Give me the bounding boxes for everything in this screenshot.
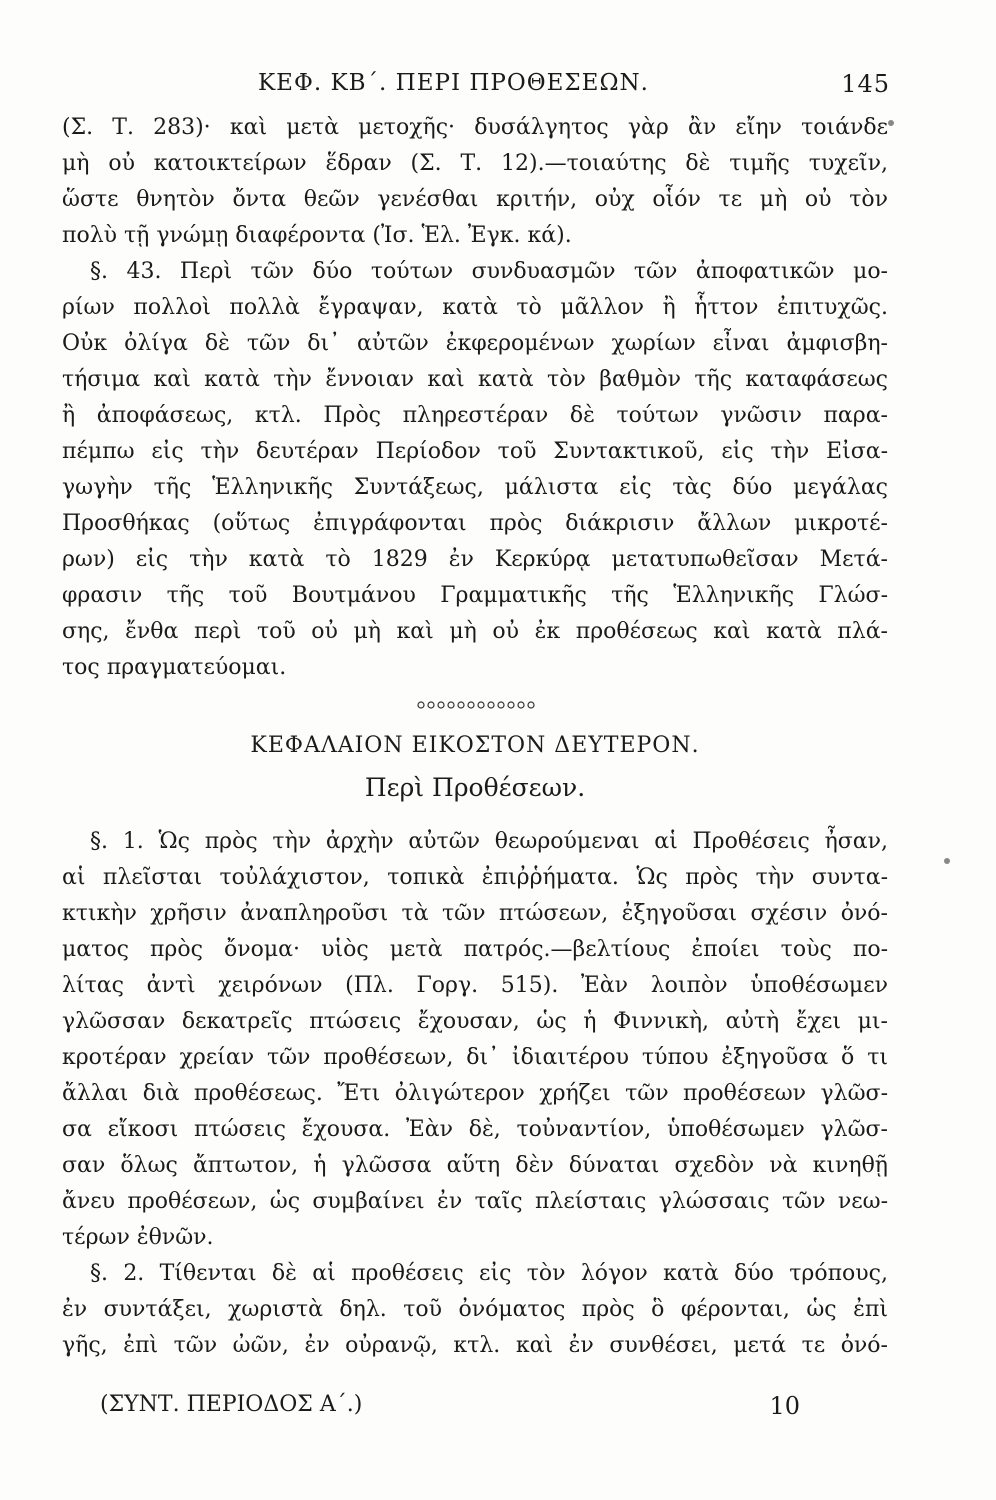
text-line: σαν ὅλως ἄπτωτον, ἡ γλῶσσα αὕτη δὲν δύναται σχεδὸν νὰ κινηθῇ xyxy=(62,1153,888,1178)
running-title: ΚΕΦ. ΚΒ΄. ΠΕΡΙ ΠΡΟΘΕΣΕΩΝ. xyxy=(258,70,649,96)
text-line: Προσθήκας (οὕτως ἐπιγράφονται πρὸς διάκρισιν ἄλλων μικροτέ- xyxy=(62,511,888,536)
paragraph-section-43 xyxy=(62,254,888,686)
text-line: σης, ἔνθα περὶ τοῦ οὐ μὴ καὶ μὴ οὐ ἐκ προθέσεως καὶ κατὰ πλά- xyxy=(62,619,888,644)
page-body xyxy=(62,110,888,1364)
print-speck xyxy=(944,858,950,864)
text-line: ρων) εἰς τὴν κατὰ τὸ 1829 ἐν Κερκύρᾳ μετατυπωθεῖσαν Μετά- xyxy=(62,547,888,572)
print-speck xyxy=(888,120,894,126)
text-line: ὥστε θνητὸν ὄντα θεῶν γενέσθαι κριτήν, οὐχ οἷόν τε μὴ οὐ τὸν xyxy=(62,187,888,212)
text-line: μὴ οὐ κατοικτείρων ἕδραν (Σ. Τ. 12).—τοιαύτης δὲ τιμῆς τυχεῖν, xyxy=(62,151,888,176)
paragraph-continued xyxy=(62,110,888,254)
text-line: φρασιν τῆς τοῦ Βουτμάνου Γραμματικῆς τῆς Ἑλληνικῆς Γλώσ- xyxy=(62,583,888,608)
text-line: §. 2. Τίθενται δὲ αἱ προθέσεις εἰς τὸν λόγον κατὰ δύο τρόπους, xyxy=(90,1261,888,1286)
spacer xyxy=(62,810,888,824)
text-line: κροτέραν χρείαν τῶν προθέσεων, δι᾽ ἰδιαιτέρου τύπου ἐξηγοῦσα ὅ τι xyxy=(62,1045,888,1070)
text-line: §. 43. Περὶ τῶν δύο τούτων συνδυασμῶν τῶν ἀποφατικῶν μο- xyxy=(90,259,888,284)
signature-mark: (ΣΥΝΤ. ΠΕΡΙΟΔΟΣ Α΄.) xyxy=(100,1392,363,1417)
text-line: γωγὴν τῆς Ἑλληνικῆς Συντάξεως, μάλιστα εἰς τὰς δύο μεγάλας xyxy=(62,475,888,500)
page-footer xyxy=(100,1392,800,1432)
ornament-divider xyxy=(62,686,888,726)
text-line: ἄνευ προθέσεων, ὡς συμβαίνει ἐν ταῖς πλείσταις γλώσσαις τῶν νεω- xyxy=(62,1189,888,1214)
text-line: γῆς, ἐπὶ τῶν ὠῶν, ἐν οὐρανῷ, κτλ. καὶ ἐν συνθέσει, μετά τε ὀνό- xyxy=(62,1333,888,1358)
text-line: τήσιμα καὶ κατὰ τὴν ἔννοιαν καὶ κατὰ τὸν βαθμὸν τῆς καταφάσεως xyxy=(62,367,888,392)
page-number: 145 xyxy=(841,70,890,98)
text-line: ἢ ἀποφάσεως, κτλ. Πρὸς πληρεστέραν δὲ τούτων γνῶσιν παρα- xyxy=(62,403,888,428)
text-line: τέρων ἐθνῶν. xyxy=(62,1225,214,1250)
text-line: ρίων πολλοὶ πολλὰ ἔγραψαν, κατὰ τὸ μᾶλλον ἢ ἧττον ἐπιτυχῶς. xyxy=(62,295,888,320)
running-header xyxy=(62,66,892,106)
text-line: τος πραγματεύομαι. xyxy=(62,655,287,680)
text-line: κτικὴν χρῆσιν ἀναπληροῦσι τὰ τῶν πτώσεων, ἐξηγοῦσαι σχέσιν ὀνό- xyxy=(62,901,888,926)
text-line: ἐν συντάξει, χωριστὰ δηλ. τοῦ ὀνόματος πρὸς ὃ φέρονται, ὡς ἐπὶ xyxy=(62,1297,888,1322)
sheet-number: 10 xyxy=(769,1392,800,1420)
ornament-divider-icon xyxy=(415,700,535,710)
text-line: πολὺ τῇ γνώμῃ διαφέροντα (Ἰσ. Ἑλ. Ἐγκ. κά). xyxy=(62,223,572,248)
text-line: ματος πρὸς ὄνομα· υἱὸς μετὰ πατρός.—βελτίους ἐποίει τοὺς πο- xyxy=(62,937,888,962)
text-line: §. 1. Ὡς πρὸς τὴν ἀρχὴν αὐτῶν θεωρούμεναι αἱ Προθέσεις ἦσαν, xyxy=(90,829,888,854)
text-line: γλῶσσαν δεκατρεῖς πτώσεις ἔχουσαν, ὡς ἡ Φιννικὴ, αὐτὴ ἔχει μι- xyxy=(62,1009,888,1034)
text-line: ἄλλαι διὰ προθέσεως. Ἔτι ὀλιγώτερον χρήζει τῶν προθέσεων γλῶσ- xyxy=(62,1081,888,1106)
paragraph-section-1 xyxy=(62,824,888,1256)
text-line: σα εἴκοσι πτώσεις ἔχουσα. Ἐὰν δὲ, τοὐναντίον, ὑποθέσωμεν γλῶσ- xyxy=(62,1117,888,1142)
paragraph-section-2 xyxy=(62,1256,888,1364)
chapter-subtitle: Περὶ Προθέσεων. xyxy=(364,773,586,802)
text-line: Οὐκ ὀλίγα δὲ τῶν δι᾽ αὐτῶν ἐκφερομένων χωρίων εἶναι ἀμφισβη- xyxy=(62,331,888,356)
chapter-title: ΚΕΦΑΛΑΙΟΝ ΕΙΚΟΣΤΟΝ ΔΕΥΤΕΡΟΝ. xyxy=(250,733,700,758)
text-line: λίτας ἀντὶ χειρόνων (Πλ. Γοργ. 515). Ἐὰν λοιπὸν ὑποθέσωμεν xyxy=(62,973,888,998)
text-line: (Σ. Τ. 283)· καὶ μετὰ μετοχῆς· δυσάλγητος γὰρ ἂν εἴην τοιάνδε xyxy=(62,115,888,140)
text-line: πέμπω εἰς τὴν δευτέραν Περίοδον τοῦ Συντακτικοῦ, εἰς τὴν Εἰσα- xyxy=(62,439,888,464)
text-line: αἱ πλεῖσται τοὐλάχιστον, τοπικὰ ἐπιῤῥήματα. Ὡς πρὸς τὴν συντα- xyxy=(62,865,888,890)
